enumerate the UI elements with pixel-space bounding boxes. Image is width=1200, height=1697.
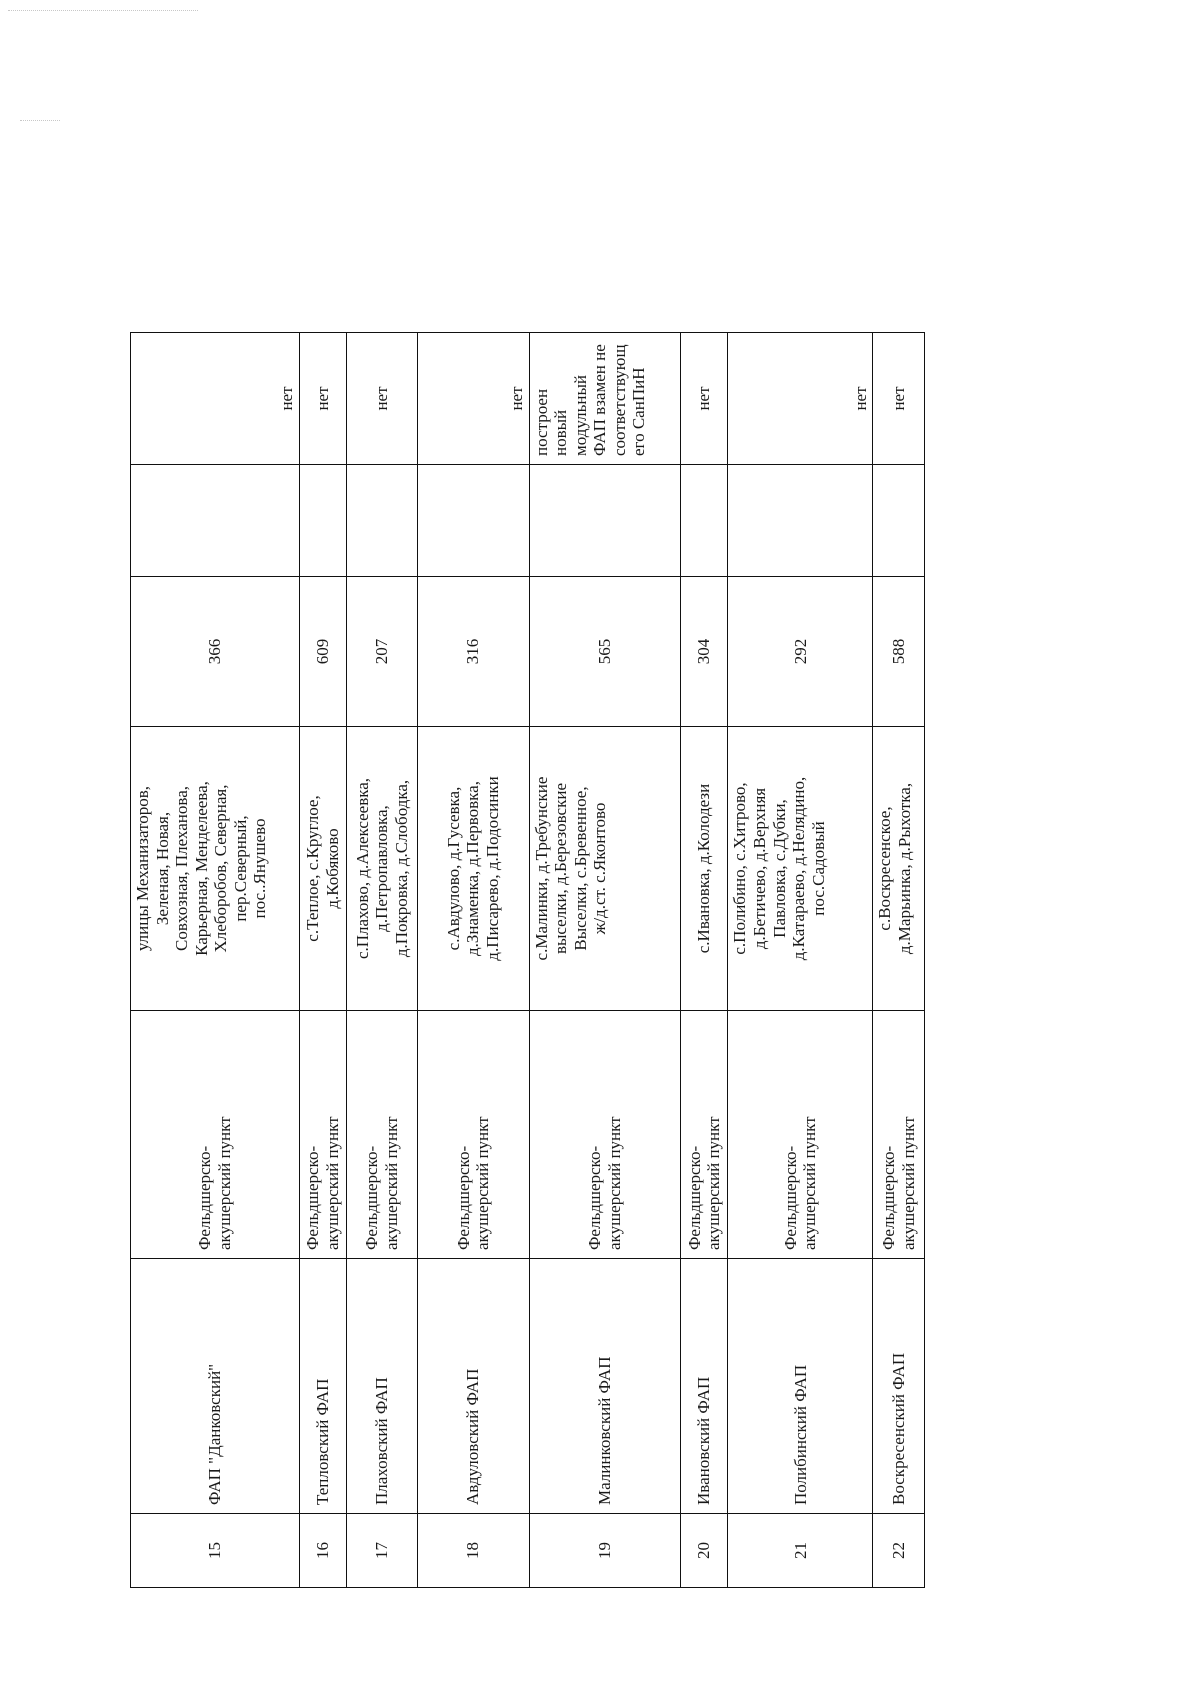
scan-artifact (8, 10, 198, 14)
fap-name: Авдуловский ФАП (417, 1259, 529, 1514)
fap-locality: с.Теплое, с.Круглое, д.Кобяково (299, 727, 346, 1011)
table-row (347, 333, 418, 1588)
fap-population: 366 (131, 577, 300, 727)
empty-cell (529, 465, 680, 577)
row-number: 16 (299, 1514, 346, 1588)
fap-status: нет (728, 333, 873, 465)
table-row (681, 333, 728, 1588)
table-row (873, 333, 925, 1588)
row-number: 21 (728, 1514, 873, 1588)
empty-cell (299, 465, 346, 577)
empty-cell (681, 465, 728, 577)
empty-cell (347, 465, 418, 577)
empty-cell (417, 465, 529, 577)
fap-locality: с.Воскресенское, д.Марьинка, д.Рыхотка, (873, 727, 925, 1011)
table-row (131, 333, 300, 1588)
fap-type: Фельдшерско- акушерский пункт (681, 1011, 728, 1259)
row-number: 18 (417, 1514, 529, 1588)
fap-name: Полибинский ФАП (728, 1259, 873, 1514)
fap-locality: с.Ивановка, д.Колодези (681, 727, 728, 1011)
row-number: 15 (131, 1514, 300, 1588)
fap-population: 609 (299, 577, 346, 727)
fap-population: 588 (873, 577, 925, 727)
fap-status: нет (131, 333, 300, 465)
table-row (299, 333, 346, 1588)
fap-name: ФАП "Данковский" (131, 1259, 300, 1514)
fap-population: 304 (681, 577, 728, 727)
fap-status: нет (417, 333, 529, 465)
empty-cell (873, 465, 925, 577)
fap-type: Фельдшерско- акушерский пункт (529, 1011, 680, 1259)
table-row (728, 333, 873, 1588)
fap-name: Тепловский ФАП (299, 1259, 346, 1514)
fap-name: Воскресенский ФАП (873, 1259, 925, 1514)
empty-cell (728, 465, 873, 577)
fap-locality: с.Малинки, д.Требунские выселки, д.Березовские Выселки, с.Бревенное, ж/д.ст. с.Яконтово (529, 727, 680, 1011)
fap-population: 316 (417, 577, 529, 727)
fap-name: Плаховский ФАП (347, 1259, 418, 1514)
fap-status: нет (681, 333, 728, 465)
fap-status: построен новый модульный ФАП взамен не соответствующ его СанПиН (529, 333, 680, 465)
fap-type: Фельдшерско- акушерский пункт (417, 1011, 529, 1259)
empty-cell (131, 465, 300, 577)
fap-population: 292 (728, 577, 873, 727)
fap-population: 565 (529, 577, 680, 727)
row-number: 19 (529, 1514, 680, 1588)
fap-locality: улицы Механизаторов, Зеленая, Новая, Совхозная, Плеханова, Карьерная, Менделеева, Хлеборобов, Северная, пер.Северный, пос..Янушево (131, 727, 300, 1011)
fap-status: нет (347, 333, 418, 465)
fap-status: нет (873, 333, 925, 465)
fap-locality: с.Плахово, д.Алексеевка, д.Петропавловка, д.Покровка, д.Слободка, (347, 727, 418, 1011)
fap-name: Ивановский ФАП (681, 1259, 728, 1514)
fap-population: 207 (347, 577, 418, 727)
fap-status: нет (299, 333, 346, 465)
row-number: 17 (347, 1514, 418, 1588)
row-number: 20 (681, 1514, 728, 1588)
fap-type: Фельдшерско- акушерский пункт (347, 1011, 418, 1259)
scan-artifact (20, 120, 60, 124)
fap-name: Малинковский ФАП (529, 1259, 680, 1514)
fap-type: Фельдшерско- акушерский пункт (131, 1011, 300, 1259)
table-row (417, 333, 529, 1588)
fap-type: Фельдшерско- акушерский пункт (299, 1011, 346, 1259)
table-row (529, 333, 680, 1588)
fap-type: Фельдшерско- акушерский пункт (873, 1011, 925, 1259)
fap-type: Фельдшерско- акушерский пункт (728, 1011, 873, 1259)
fap-locality: с.Авдулово, д.Гусевка, д.Знаменка, д.Первовка, д.Писарево, д.Подосинки (417, 727, 529, 1011)
rotated-table-container (130, 333, 925, 1588)
row-number: 22 (873, 1514, 925, 1588)
fap-locality: с.Полибино, с.Хитрово, д.Бетичево, д.Верхняя Павловка, с.Дубки, д.Катараево, д.Нелядино, пос.Садовый (728, 727, 873, 1011)
fap-table (130, 332, 925, 1588)
